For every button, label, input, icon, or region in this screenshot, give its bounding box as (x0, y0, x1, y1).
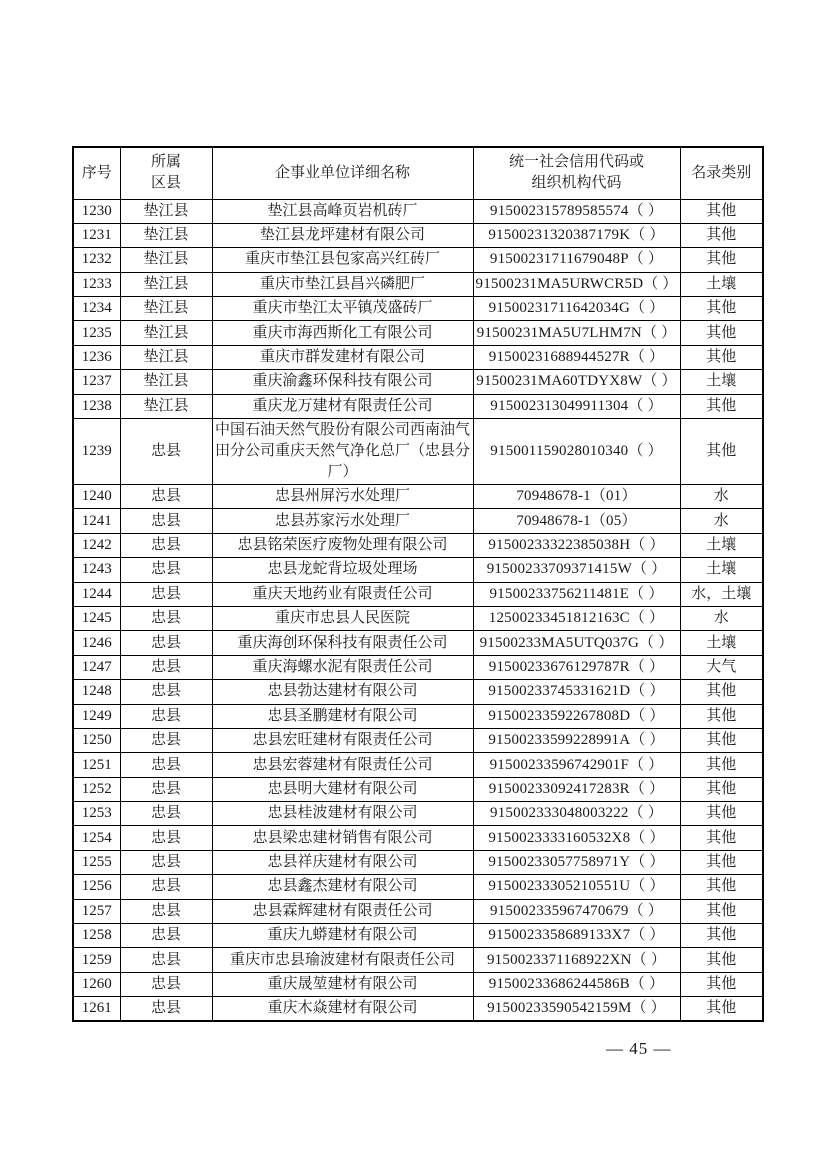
row-category-cell: 其他 (680, 777, 763, 801)
row-serial-number-cell: 1233 (73, 272, 120, 296)
row-credit-code-cell: 9150023333160532X8（ ） (473, 826, 680, 850)
row-serial-number-cell: 1246 (73, 631, 120, 655)
row-category-cell: 土壤 (680, 558, 763, 582)
row-company-name-cell: 重庆天地药业有限责任公司 (212, 582, 473, 606)
row-serial-number-cell: 1245 (73, 606, 120, 630)
table-body (73, 199, 763, 1021)
table-row (73, 345, 763, 369)
table-row (73, 509, 763, 533)
table-row (73, 223, 763, 247)
row-category-cell: 其他 (680, 199, 763, 223)
table-row (73, 850, 763, 874)
row-serial-number-cell: 1235 (73, 321, 120, 345)
table-row (73, 533, 763, 557)
table-row (73, 948, 763, 972)
row-credit-code-cell: 91500231711679048P（ ） (473, 248, 680, 272)
row-company-name-cell: 忠县州屏污水处理厂 (212, 485, 473, 509)
table-row (73, 272, 763, 296)
row-company-name-cell: 忠县祥庆建材有限公司 (212, 850, 473, 874)
row-company-name-cell: 重庆市垫江县包家高兴红砖厂 (212, 248, 473, 272)
row-credit-code-cell: 91500233756211481E（ ） (473, 582, 680, 606)
row-serial-number-cell: 1251 (73, 753, 120, 777)
row-company-name-cell: 重庆海创环保科技有限责任公司 (212, 631, 473, 655)
row-credit-code-cell: 91500231MA60TDYX8W（ ） (473, 370, 680, 394)
table-row (73, 924, 763, 948)
header-category-label: 名录类别 (691, 164, 752, 181)
row-company-name-cell: 忠县霖辉建材有限责任公司 (212, 899, 473, 923)
row-district-cell: 垫江县 (120, 199, 212, 223)
row-company-name-cell: 忠县梁忠建材销售有限公司 (212, 826, 473, 850)
row-category-cell: 其他 (680, 850, 763, 874)
row-category-cell: 其他 (680, 972, 763, 996)
table-row (73, 199, 763, 223)
row-company-name-cell: 重庆海螺水泥有限责任公司 (212, 655, 473, 679)
row-district-cell: 垫江县 (120, 272, 212, 296)
row-serial-number-cell: 1242 (73, 533, 120, 557)
table-row (73, 485, 763, 509)
row-company-name-cell: 重庆木焱建材有限公司 (212, 997, 473, 1022)
row-district-cell: 忠县 (120, 680, 212, 704)
row-credit-code-cell: 70948678-1（01） (473, 485, 680, 509)
row-company-name-cell: 忠县桂波建材有限公司 (212, 802, 473, 826)
row-district-cell: 垫江县 (120, 394, 212, 418)
row-serial-number-cell: 1253 (73, 802, 120, 826)
row-category-cell: 大气 (680, 655, 763, 679)
row-category-cell: 土壤 (680, 370, 763, 394)
row-company-name-cell: 忠县宏蓉建材有限责任公司 (212, 753, 473, 777)
row-category-cell: 土壤 (680, 533, 763, 557)
row-serial-number-cell: 1252 (73, 777, 120, 801)
row-company-name-cell: 重庆市垫江县昌兴磷肥厂 (212, 272, 473, 296)
row-district-cell: 忠县 (120, 728, 212, 752)
row-category-cell: 其他 (680, 728, 763, 752)
row-serial-number-cell: 1258 (73, 924, 120, 948)
row-serial-number-cell: 1254 (73, 826, 120, 850)
row-category-cell: 其他 (680, 297, 763, 321)
row-district-cell: 忠县 (120, 419, 212, 485)
row-credit-code-cell: 91500231MA5U7LHM7N（ ） (473, 321, 680, 345)
row-serial-number-cell: 1256 (73, 875, 120, 899)
row-company-name-cell: 重庆渝鑫环保科技有限公司 (212, 370, 473, 394)
row-serial-number-cell: 1241 (73, 509, 120, 533)
row-category-cell: 其他 (680, 802, 763, 826)
table-header (73, 147, 763, 199)
row-credit-code-cell: 70948678-1（05） (473, 509, 680, 533)
row-district-cell: 垫江县 (120, 223, 212, 247)
row-company-name-cell: 忠县勃达建材有限公司 (212, 680, 473, 704)
header-district-line2: 区县 (150, 175, 181, 192)
row-serial-number-cell: 1240 (73, 485, 120, 509)
row-category-cell: 其他 (680, 419, 763, 485)
row-serial-number-cell: 1257 (73, 899, 120, 923)
row-district-cell: 忠县 (120, 606, 212, 630)
row-category-cell: 其他 (680, 704, 763, 728)
row-district-cell: 忠县 (120, 924, 212, 948)
row-district-cell: 忠县 (120, 558, 212, 582)
row-category-cell: 水 (680, 485, 763, 509)
row-category-cell: 其他 (680, 321, 763, 345)
row-category-cell: 其他 (680, 875, 763, 899)
row-district-cell: 忠县 (120, 875, 212, 899)
table-row (73, 419, 763, 485)
row-district-cell: 忠县 (120, 509, 212, 533)
row-serial-number-cell: 1239 (73, 419, 120, 485)
row-district-cell: 忠县 (120, 631, 212, 655)
row-category-cell: 其他 (680, 223, 763, 247)
row-district-cell: 忠县 (120, 777, 212, 801)
row-credit-code-cell: 91500233592267808D（ ） (473, 704, 680, 728)
row-company-name-cell: 重庆晟堃建材有限公司 (212, 972, 473, 996)
row-company-name-cell: 重庆市海西斯化工有限公司 (212, 321, 473, 345)
row-serial-number-cell: 1249 (73, 704, 120, 728)
table-row (73, 297, 763, 321)
row-district-cell: 忠县 (120, 533, 212, 557)
row-credit-code-cell: 91500231711642034G（ ） (473, 297, 680, 321)
row-category-cell: 其他 (680, 248, 763, 272)
row-district-cell: 忠县 (120, 899, 212, 923)
table-row (73, 728, 763, 752)
row-company-name-cell: 忠县铭荣医疗废物处理有限公司 (212, 533, 473, 557)
row-category-cell: 其他 (680, 753, 763, 777)
row-category-cell: 其他 (680, 394, 763, 418)
row-credit-code-cell: 91500233057758971Y（ ） (473, 850, 680, 874)
table-row (73, 899, 763, 923)
row-district-cell: 忠县 (120, 704, 212, 728)
row-serial-number-cell: 1236 (73, 345, 120, 369)
row-credit-code-cell: 12500233451812163C（ ） (473, 606, 680, 630)
row-credit-code-cell: 91500233092417283R（ ） (473, 777, 680, 801)
row-credit-code-cell: 91500231MA5URWCR5D（ ） (473, 272, 680, 296)
row-category-cell: 其他 (680, 345, 763, 369)
row-company-name-cell: 垫江县龙坪建材有限公司 (212, 223, 473, 247)
table-row (73, 972, 763, 996)
row-credit-code-cell: 91500233599228991A（ ） (473, 728, 680, 752)
row-credit-code-cell: 91500233305210551U（ ） (473, 875, 680, 899)
header-company-name (212, 147, 473, 199)
row-serial-number-cell: 1238 (73, 394, 120, 418)
row-category-cell: 其他 (680, 899, 763, 923)
row-company-name-cell: 重庆龙万建材有限责任公司 (212, 394, 473, 418)
row-serial-number-cell: 1255 (73, 850, 120, 874)
row-category-cell: 其他 (680, 680, 763, 704)
row-district-cell: 垫江县 (120, 370, 212, 394)
header-category (680, 147, 763, 199)
row-credit-code-cell: 915002333048003222（ ） (473, 802, 680, 826)
row-credit-code-cell: 91500233686244586B（ ） (473, 972, 680, 996)
row-category-cell: 水 (680, 606, 763, 630)
page-number: — 45 — (606, 1039, 672, 1058)
row-company-name-cell: 重庆市垫江太平镇茂盛砖厂 (212, 297, 473, 321)
row-credit-code-cell: 9150023371168922XN（ ） (473, 948, 680, 972)
row-district-cell: 忠县 (120, 655, 212, 679)
table-row (73, 394, 763, 418)
table-row (73, 582, 763, 606)
row-district-cell: 忠县 (120, 948, 212, 972)
row-district-cell: 忠县 (120, 997, 212, 1022)
table-row (73, 631, 763, 655)
table-row (73, 370, 763, 394)
table-row (73, 997, 763, 1022)
row-category-cell: 水 (680, 509, 763, 533)
row-serial-number-cell: 1261 (73, 997, 120, 1022)
row-company-name-cell: 忠县明大建材有限公司 (212, 777, 473, 801)
row-serial-number-cell: 1247 (73, 655, 120, 679)
row-category-cell: 其他 (680, 948, 763, 972)
header-credit-code-line2: 组织机构代码 (531, 175, 622, 192)
row-company-name-cell: 重庆九蟒建材有限公司 (212, 924, 473, 948)
header-district (120, 147, 212, 199)
row-company-name-cell: 忠县苏家污水处理厂 (212, 509, 473, 533)
row-credit-code-cell: 91500231688944527R（ ） (473, 345, 680, 369)
row-district-cell: 忠县 (120, 802, 212, 826)
row-company-name-cell: 重庆市忠县瑜波建材有限责任公司 (212, 948, 473, 972)
row-credit-code-cell: 915002315789585574（ ） (473, 199, 680, 223)
row-credit-code-cell: 915001159028010340（ ） (473, 419, 680, 485)
table-row (73, 655, 763, 679)
row-credit-code-cell: 91500233590542159M（ ） (473, 997, 680, 1022)
row-credit-code-cell: 9150023358689133X7（ ） (473, 924, 680, 948)
row-company-name-cell: 中国石油天然气股份有限公司西南油气田分公司重庆天然气净化总厂（忠县分厂） (212, 419, 473, 485)
row-company-name-cell: 重庆市群发建材有限公司 (212, 345, 473, 369)
row-serial-number-cell: 1234 (73, 297, 120, 321)
header-credit-code-line1: 统一社会信用代码或 (508, 154, 644, 171)
row-serial-number-cell: 1237 (73, 370, 120, 394)
row-credit-code-cell: 91500233676129787R（ ） (473, 655, 680, 679)
row-serial-number-cell: 1260 (73, 972, 120, 996)
row-credit-code-cell: 915002335967470679（ ） (473, 899, 680, 923)
row-district-cell: 忠县 (120, 972, 212, 996)
row-district-cell: 忠县 (120, 582, 212, 606)
row-company-name-cell: 重庆市忠县人民医院 (212, 606, 473, 630)
row-category-cell: 其他 (680, 826, 763, 850)
row-serial-number-cell: 1243 (73, 558, 120, 582)
table-header-row (73, 147, 763, 199)
row-serial-number-cell: 1231 (73, 223, 120, 247)
row-district-cell: 忠县 (120, 753, 212, 777)
header-company-name-label: 企事业单位详细名称 (274, 164, 410, 181)
row-district-cell: 垫江县 (120, 297, 212, 321)
row-district-cell: 忠县 (120, 485, 212, 509)
enterprise-registry-table (72, 146, 764, 1022)
table-row (73, 704, 763, 728)
row-category-cell: 土壤 (680, 272, 763, 296)
row-company-name-cell: 忠县圣鹏建材有限公司 (212, 704, 473, 728)
row-category-cell: 水，土壤 (680, 582, 763, 606)
row-category-cell: 其他 (680, 997, 763, 1022)
row-credit-code-cell: 91500233709371415W（ ） (473, 558, 680, 582)
row-company-name-cell: 忠县龙蛇背垃圾处理场 (212, 558, 473, 582)
row-district-cell: 垫江县 (120, 321, 212, 345)
table-row (73, 802, 763, 826)
row-category-cell: 土壤 (680, 631, 763, 655)
header-district-line1: 所属 (150, 154, 181, 171)
row-credit-code-cell: 91500233322385038H（ ） (473, 533, 680, 557)
row-credit-code-cell: 91500233745331621D（ ） (473, 680, 680, 704)
row-credit-code-cell: 91500231320387179K（ ） (473, 223, 680, 247)
row-category-cell: 其他 (680, 924, 763, 948)
row-company-name-cell: 忠县宏旺建材有限责任公司 (212, 728, 473, 752)
row-serial-number-cell: 1230 (73, 199, 120, 223)
table-row (73, 248, 763, 272)
table-row (73, 826, 763, 850)
row-credit-code-cell: 915002313049911304（ ） (473, 394, 680, 418)
table-row (73, 753, 763, 777)
row-serial-number-cell: 1244 (73, 582, 120, 606)
row-district-cell: 垫江县 (120, 345, 212, 369)
row-serial-number-cell: 1248 (73, 680, 120, 704)
table-row (73, 606, 763, 630)
table-row (73, 777, 763, 801)
row-district-cell: 忠县 (120, 850, 212, 874)
header-serial-number (73, 147, 120, 199)
header-serial-number-label: 序号 (81, 164, 112, 181)
table-row (73, 558, 763, 582)
row-serial-number-cell: 1259 (73, 948, 120, 972)
table-row (73, 680, 763, 704)
enterprise-registry-table-wrap (72, 146, 762, 1022)
header-credit-code (473, 147, 680, 199)
row-district-cell: 垫江县 (120, 248, 212, 272)
row-company-name-cell: 垫江县高峰页岩机砖厂 (212, 199, 473, 223)
row-company-name-cell: 忠县鑫杰建材有限公司 (212, 875, 473, 899)
table-row (73, 875, 763, 899)
row-district-cell: 忠县 (120, 826, 212, 850)
row-serial-number-cell: 1232 (73, 248, 120, 272)
table-row (73, 321, 763, 345)
row-credit-code-cell: 91500233MA5UTQ037G（ ） (473, 631, 680, 655)
row-credit-code-cell: 91500233596742901F（ ） (473, 753, 680, 777)
row-serial-number-cell: 1250 (73, 728, 120, 752)
